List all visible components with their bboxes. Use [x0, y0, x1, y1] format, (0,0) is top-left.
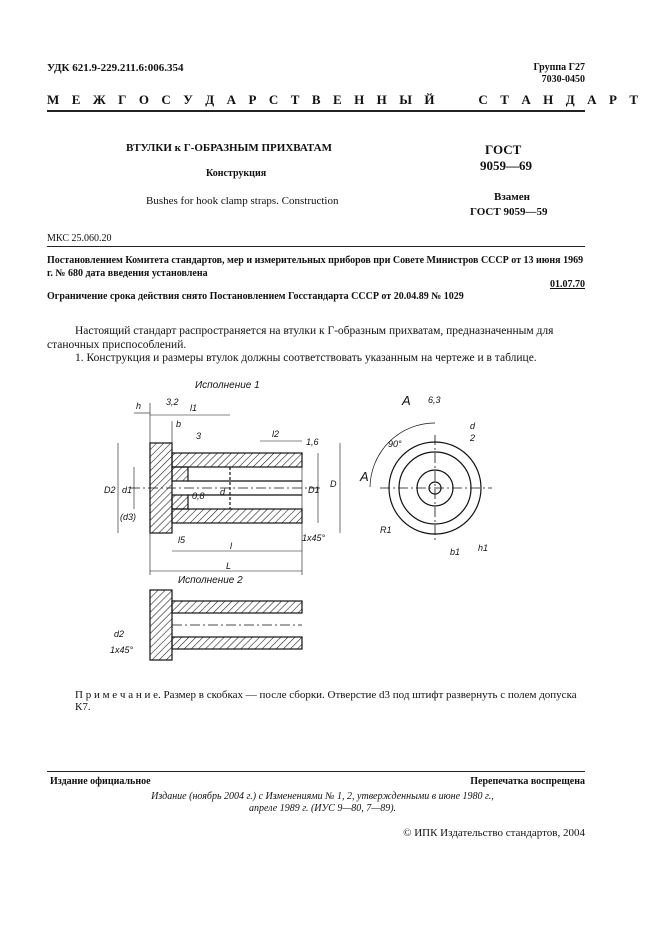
- restriction-text: Ограничение срока действия снято Постановлением Госстандарта СССР от 20.04.89 № 1029: [47, 291, 464, 302]
- dim-angle: 90°: [388, 439, 402, 449]
- title-main: ВТУЛКИ к Г-ОБРАЗНЫМ ПРИХВАТАМ: [126, 142, 332, 154]
- intro-date: 01.07.70: [550, 279, 585, 290]
- dim-d: d: [220, 487, 226, 497]
- bush-drawing: [90, 375, 510, 675]
- replaces-label: Взамен: [494, 191, 530, 203]
- dim-frac-top: d: [470, 421, 476, 431]
- dim-roughness-63: 6,3: [428, 395, 441, 405]
- view-arrow-label-A: A: [402, 393, 411, 408]
- dim-D: D: [330, 479, 337, 489]
- dim-b1: b1: [450, 547, 461, 557]
- dim-R1: R1: [380, 525, 392, 535]
- requirement-paragraph: 1. Конструкция и размеры втулок должны соответствовать указанным на чертеже и в таблице.: [75, 352, 537, 364]
- dim-chamfer-1: 1x45°: [302, 533, 326, 543]
- gost-number: 9059—69: [480, 158, 532, 173]
- dim-l5: l5: [178, 535, 186, 545]
- decree-text: Постановлением Комитета стандартов, мер и измерительных приборов при Совете Министров СССР от 13 июня 1969 г. № 680 дата введения установлена: [47, 255, 584, 279]
- udk-code: УДК 621.9-229.211.6:006.354: [47, 62, 184, 74]
- dim-b: b: [176, 419, 182, 429]
- edition-label: Издание официальное: [50, 776, 151, 787]
- reissue-line-2: апреле 1989 г. (ИУС 9—80, 7—89).: [248, 803, 397, 814]
- reprint-label: Перепечатка воспрещена: [470, 776, 585, 787]
- dim-roughness-32: 3,2: [166, 397, 179, 407]
- variant1-section: [118, 403, 340, 575]
- dim-D1: D1: [308, 485, 320, 495]
- dim-roughness-16: 1,6: [306, 437, 319, 447]
- variant2-section: [150, 590, 302, 660]
- title-sub: Конструкция: [206, 168, 267, 179]
- dim-d2: d2: [114, 629, 125, 639]
- copyright: © ИПК Издательство стандартов, 2004: [403, 827, 585, 839]
- section-arrow-label-A: A: [360, 469, 369, 484]
- dim-roughness-08: 0,8: [192, 491, 205, 501]
- mks-rule: [47, 246, 585, 247]
- variant1-label: Исполнение 1: [195, 380, 260, 391]
- note-text: П р и м е ч а н и е. Размер в скобках — после сборки. Отверстие d3 под штифт развернуть с полем допуска К7.: [75, 689, 577, 713]
- dim-d3: (d3): [120, 512, 137, 522]
- gost-label: ГОСТ: [485, 142, 522, 157]
- dim-D2: D2: [104, 485, 116, 495]
- scope-paragraph: Настоящий стандарт распространяется на втулки к Г-образным прихватам, предназначенным для станочных приспособлений.: [47, 325, 554, 351]
- dim-frac-bottom: 2: [470, 433, 476, 443]
- dim-h: h: [136, 401, 142, 411]
- dim-l: l: [230, 541, 232, 551]
- classification-code: 7030-0450: [541, 74, 585, 85]
- variant2-label: Исполнение 2: [178, 575, 243, 586]
- dim-l2: l2: [272, 429, 280, 439]
- dim-3: 3: [196, 431, 202, 441]
- mks-code: МКС 25.060.20: [47, 233, 112, 244]
- title-english: Bushes for hook clamp straps. Construction: [146, 195, 339, 207]
- reissue-line-1: Издание (ноябрь 2004 г.) с Изменениями № 1, 2, утвержденными в июне 1980 г.,: [151, 791, 494, 802]
- dim-l1: l1: [190, 403, 198, 413]
- dim-d1: d1: [122, 485, 133, 495]
- footer-rule: [47, 771, 585, 772]
- dim-h1: h1: [478, 543, 489, 553]
- interstate-standard-banner: М Е Ж Г О С У Д А Р С Т В Е Н Н Ы Й С Т А Н Д А Р Т: [47, 92, 643, 107]
- replaces-value: ГОСТ 9059—59: [470, 206, 548, 218]
- dim-chamfer-2: 1x45°: [110, 645, 134, 655]
- group-code: Группа Г27: [533, 62, 585, 73]
- header-rule: [47, 110, 585, 112]
- dim-L: L: [226, 561, 232, 571]
